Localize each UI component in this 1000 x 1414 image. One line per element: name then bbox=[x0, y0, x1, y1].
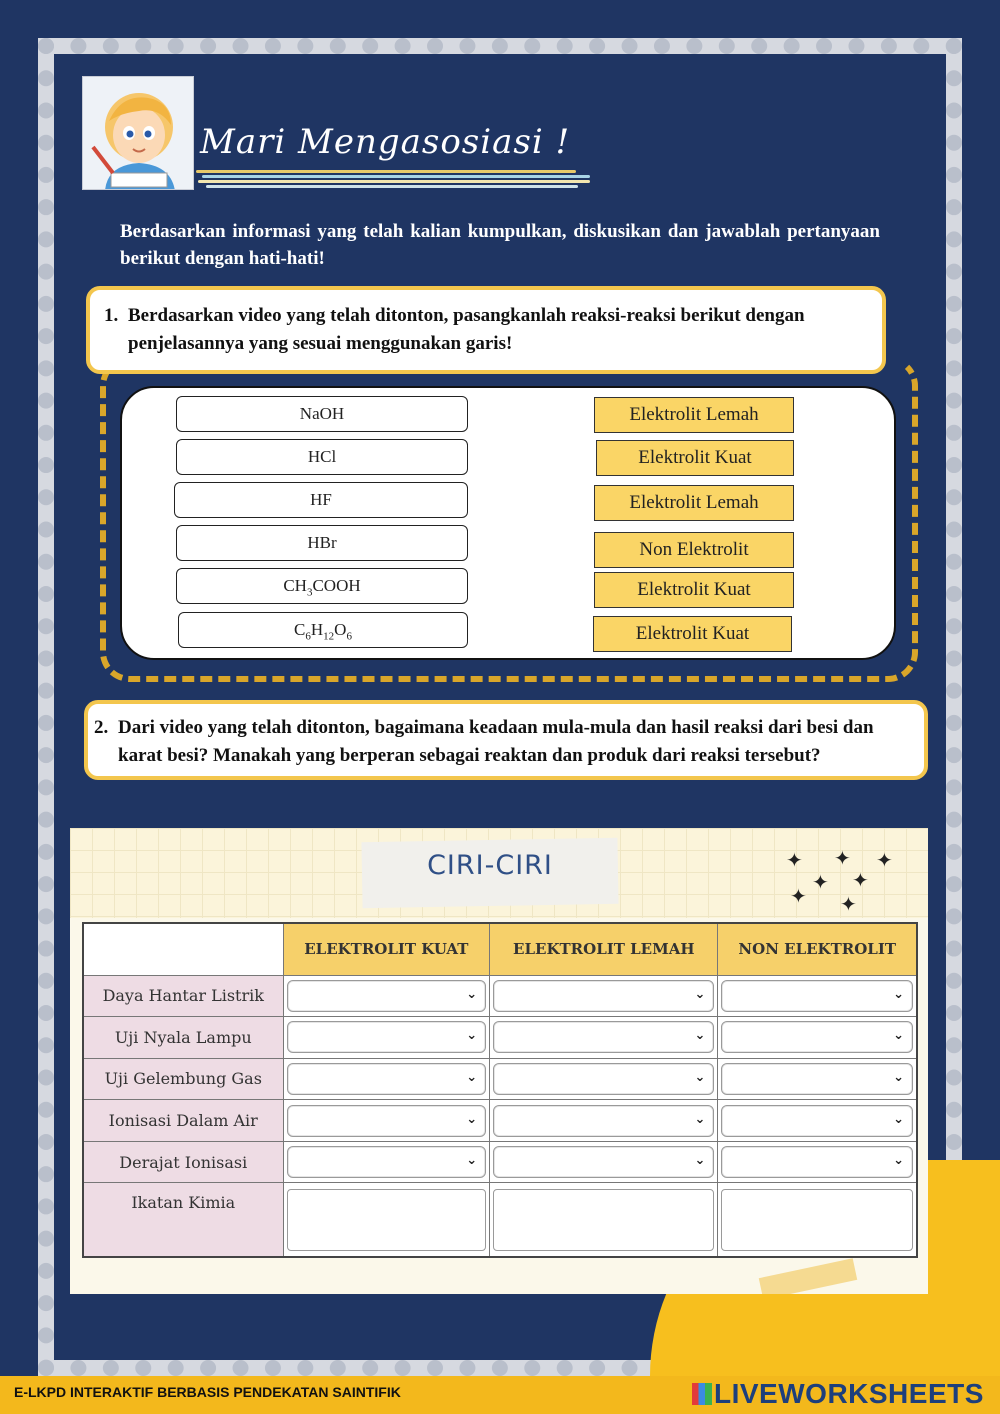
page-title: Mari Mengasosiasi ! bbox=[200, 122, 571, 162]
row-label: Ionisasi Dalam Air bbox=[83, 1100, 283, 1142]
row-label: Ikatan Kimia bbox=[83, 1183, 283, 1257]
reactant-box-hbr[interactable] bbox=[176, 525, 468, 561]
chevron-down-icon: ⌄ bbox=[694, 986, 706, 1002]
table-corner-cell bbox=[83, 923, 283, 975]
dropdown-select[interactable] bbox=[721, 1063, 913, 1095]
ciri-table bbox=[82, 922, 918, 1258]
chevron-down-icon: ⌄ bbox=[893, 986, 904, 1002]
question-1-number: 1. bbox=[104, 305, 119, 326]
reactant-box-hf[interactable] bbox=[174, 482, 468, 518]
reactant-box-glucose[interactable] bbox=[178, 612, 468, 648]
table-row bbox=[83, 1183, 917, 1257]
star-icon: ✦ bbox=[840, 892, 857, 916]
answer-box-5[interactable]: Elektrolit Kuat bbox=[594, 572, 794, 608]
title-underline bbox=[196, 168, 596, 192]
tape-decoration bbox=[759, 1258, 857, 1294]
dropdown-select[interactable] bbox=[287, 1105, 487, 1137]
column-header: NON ELEKTROLIT bbox=[718, 923, 917, 975]
footer-text: E-LKPD INTERAKTIF BERBASIS PENDEKATAN SAINTIFIK bbox=[14, 1384, 401, 1400]
chevron-down-icon: ⌄ bbox=[466, 1028, 478, 1044]
dropdown-select[interactable] bbox=[721, 980, 913, 1012]
table-row bbox=[83, 1017, 917, 1059]
dropdown-select[interactable] bbox=[493, 1146, 714, 1178]
dropdown-select[interactable] bbox=[493, 1063, 714, 1095]
row-label: Daya Hantar Listrik bbox=[83, 975, 283, 1017]
table-row bbox=[83, 1141, 917, 1183]
chevron-down-icon: ⌄ bbox=[893, 1153, 904, 1169]
column-header: ELEKTROLIT KUAT bbox=[283, 923, 490, 975]
formula-subscript: 12 bbox=[323, 630, 335, 643]
chevron-down-icon: ⌄ bbox=[694, 1111, 706, 1127]
liveworksheets-logo[interactable] bbox=[692, 1378, 984, 1410]
dropdown-select[interactable] bbox=[287, 1063, 487, 1095]
question-2-box bbox=[84, 700, 928, 780]
formula-subscript: 3 bbox=[306, 586, 313, 599]
reactant-label: HBr bbox=[307, 533, 337, 552]
chevron-down-icon: ⌄ bbox=[893, 1069, 904, 1085]
table-row bbox=[83, 1100, 917, 1142]
formula-part: O bbox=[334, 620, 347, 639]
dropdown-select[interactable] bbox=[287, 1146, 487, 1178]
formula-part: H bbox=[310, 620, 324, 639]
row-label: Derajat Ionisasi bbox=[83, 1141, 283, 1183]
reactant-box-ch3cooh[interactable] bbox=[176, 568, 468, 604]
answer-box-2[interactable]: Elektrolit Kuat bbox=[596, 440, 794, 476]
question-1-box bbox=[86, 286, 886, 374]
reactant-box-naoh[interactable] bbox=[176, 396, 468, 432]
column-header: ELEKTROLIT LEMAH bbox=[490, 923, 718, 975]
student-avatar bbox=[82, 76, 194, 190]
formula-subscript: 6 bbox=[305, 630, 311, 643]
chevron-down-icon: ⌄ bbox=[466, 1069, 478, 1085]
star-icon: ✦ bbox=[834, 846, 851, 870]
formula-subscript: 6 bbox=[346, 630, 352, 643]
intro-paragraph: Berdasarkan informasi yang telah kalian kumpulkan, diskusikan dan jawablah pertanyaan berikut dengan hati-hati! bbox=[120, 221, 880, 269]
row-label: Uji Gelembung Gas bbox=[83, 1058, 283, 1100]
dropdown-select[interactable] bbox=[493, 1105, 714, 1137]
answer-box-4[interactable]: Non Elektrolit bbox=[594, 532, 794, 568]
reactant-label: NaOH bbox=[299, 404, 345, 423]
dropdown-select[interactable] bbox=[721, 1021, 913, 1053]
dropdown-select[interactable] bbox=[721, 1146, 913, 1178]
logo-text: LIVEWORKSHEETS bbox=[714, 1378, 984, 1409]
text-answer-field[interactable] bbox=[287, 1189, 487, 1251]
dropdown-select[interactable] bbox=[493, 1021, 714, 1053]
ciri-title: CIRI-CIRI bbox=[427, 850, 553, 881]
question-2-number: 2. bbox=[94, 717, 109, 738]
student-reading-illustration bbox=[83, 77, 194, 190]
text-answer-field[interactable] bbox=[493, 1189, 714, 1251]
star-icon: ✦ bbox=[790, 884, 807, 908]
row-label: Uji Nyala Lampu bbox=[83, 1017, 283, 1059]
chevron-down-icon: ⌄ bbox=[466, 986, 478, 1002]
chevron-down-icon: ⌄ bbox=[694, 1153, 706, 1169]
reactant-label: HF bbox=[310, 490, 332, 509]
dropdown-select[interactable] bbox=[287, 980, 487, 1012]
question-1-text: Berdasarkan video yang telah ditonton, pasangkanlah reaksi-reaksi berikut dengan penjelasannya yang sesuai menggunakan garis! bbox=[128, 305, 805, 354]
answer-box-1[interactable]: Elektrolit Lemah bbox=[594, 397, 794, 433]
text-answer-field[interactable] bbox=[721, 1189, 913, 1251]
chevron-down-icon: ⌄ bbox=[694, 1028, 706, 1044]
answer-box-6[interactable]: Elektrolit Kuat bbox=[593, 616, 792, 652]
reactant-box-hcl[interactable] bbox=[176, 439, 468, 475]
question-2-text: Dari video yang telah ditonton, bagaimana keadaan mula-mula dan hasil reaksi dari besi dan karat besi? Manakah yang berperan sebagai reaktan dan produk dari reaksi tersebut? bbox=[118, 717, 874, 766]
dropdown-select[interactable] bbox=[287, 1021, 487, 1053]
chevron-down-icon: ⌄ bbox=[893, 1028, 904, 1044]
table-header-row bbox=[83, 923, 917, 975]
formula-part: C bbox=[294, 620, 306, 639]
ciri-ciri-worksheet bbox=[70, 828, 928, 1294]
table-row bbox=[83, 1058, 917, 1100]
answer-box-3[interactable]: Elektrolit Lemah bbox=[594, 485, 794, 521]
chevron-down-icon: ⌄ bbox=[466, 1111, 478, 1127]
table-row bbox=[83, 975, 917, 1017]
dropdown-select[interactable] bbox=[493, 980, 714, 1012]
star-icon: ✦ bbox=[812, 870, 829, 894]
star-icon: ✦ bbox=[852, 868, 869, 892]
reactant-label: HCl bbox=[307, 447, 337, 466]
chevron-down-icon: ⌄ bbox=[893, 1111, 904, 1127]
star-icon: ✦ bbox=[786, 848, 803, 872]
formula-part: CH bbox=[283, 576, 307, 595]
liveworksheets-icon bbox=[692, 1383, 712, 1405]
formula-part: COOH bbox=[312, 576, 361, 595]
chevron-down-icon: ⌄ bbox=[466, 1153, 478, 1169]
dropdown-select[interactable] bbox=[721, 1105, 913, 1137]
star-icon: ✦ bbox=[876, 848, 893, 872]
chevron-down-icon: ⌄ bbox=[694, 1069, 706, 1085]
